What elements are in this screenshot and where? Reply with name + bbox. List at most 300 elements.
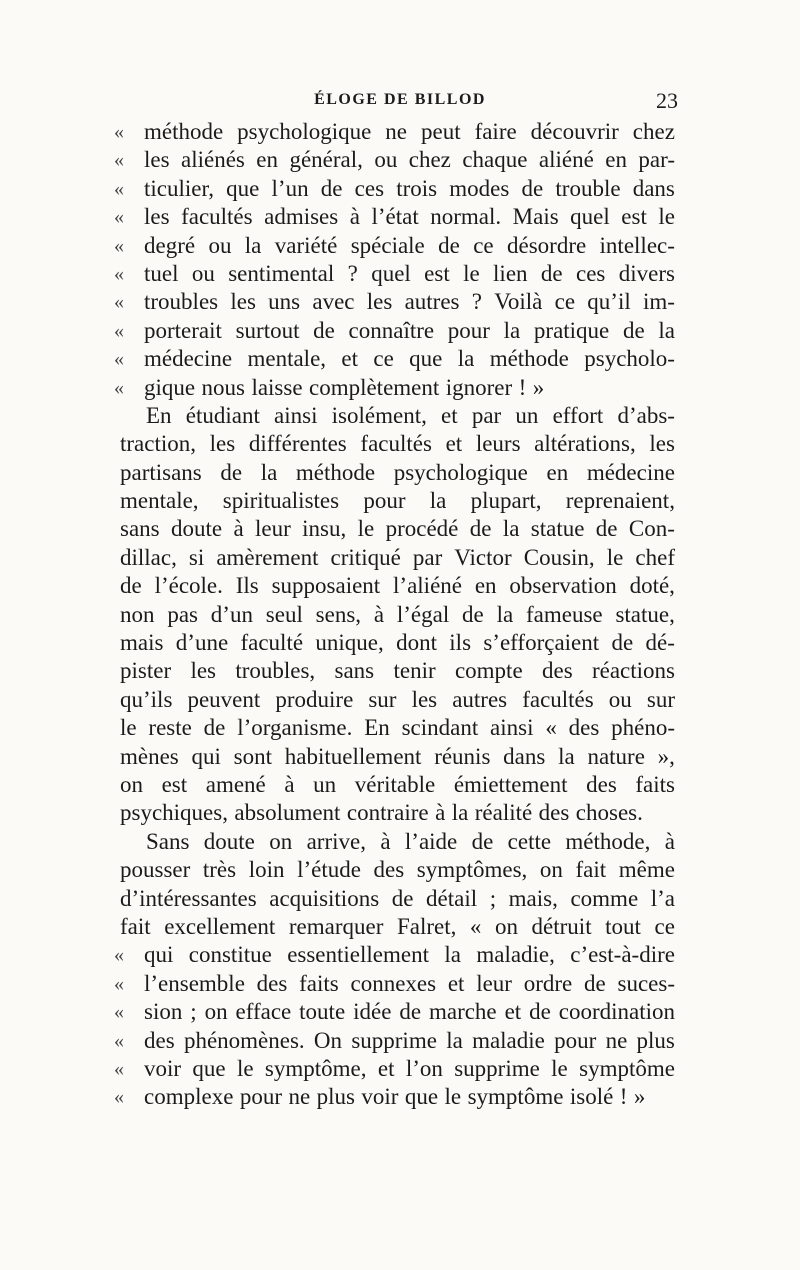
word: ; [489, 885, 497, 911]
word: ne [385, 119, 408, 144]
word: connexes [350, 970, 437, 996]
word: le [357, 516, 375, 542]
word: la [444, 942, 461, 968]
word: réunis [434, 743, 491, 769]
word: ce [373, 346, 394, 372]
word: de [399, 999, 422, 1025]
text-line [120, 856, 675, 884]
text-line [120, 572, 675, 600]
text-line [114, 288, 675, 316]
word: tenir [393, 658, 436, 684]
word: contraire [346, 800, 429, 826]
word: intellec- [599, 232, 675, 258]
word: traction, [120, 431, 196, 457]
word: ne [605, 1027, 628, 1053]
word: les [190, 658, 216, 684]
word: compte [454, 658, 523, 684]
word: on [494, 913, 518, 939]
word: avec [312, 289, 355, 315]
running-title: ÉLOGE DE BILLOD [314, 91, 486, 108]
word: méthode [295, 459, 376, 485]
word: les [366, 289, 393, 315]
word: efface [235, 999, 292, 1025]
word: faits [635, 771, 675, 797]
word: à [233, 516, 244, 542]
word: l’état [371, 204, 419, 230]
word: toute [299, 999, 346, 1025]
word: leur [255, 516, 291, 542]
word: ne [288, 1084, 311, 1110]
word: ces [575, 260, 606, 286]
quotation-mark: « [114, 206, 124, 229]
word: essentiellement [287, 942, 429, 968]
word: fait [120, 913, 151, 939]
word: en [474, 573, 497, 599]
word: ou [374, 147, 398, 173]
word: sion [144, 999, 183, 1025]
word: on [539, 857, 563, 883]
word: des [144, 1027, 175, 1053]
word: doté, [629, 573, 675, 599]
word: la [446, 1027, 463, 1053]
word: la [457, 346, 475, 372]
word: et [445, 431, 463, 457]
word: sens, [315, 601, 362, 627]
word: s’efforçaient [483, 630, 600, 656]
word: la [451, 800, 469, 826]
word: mentale, [247, 346, 327, 372]
word: l’étude [297, 857, 361, 883]
text-line [120, 601, 675, 629]
word: des [541, 658, 573, 684]
word: faits [299, 970, 339, 996]
text-line [114, 232, 675, 260]
word: reprenaient, [565, 488, 675, 514]
word: divers [618, 260, 675, 286]
word: comme [570, 885, 639, 911]
word: en [605, 147, 627, 173]
word: trois [396, 175, 438, 201]
word: idée [353, 999, 392, 1025]
word: complètement [308, 374, 440, 400]
word: trouble [555, 175, 621, 201]
text-line [120, 885, 675, 913]
word: que [192, 1055, 226, 1081]
text-line [114, 970, 675, 998]
word: dé- [645, 630, 675, 656]
word: habituellement [284, 743, 422, 769]
word: cette [507, 828, 552, 854]
word: si [188, 544, 205, 570]
quotation-mark: « [114, 944, 124, 967]
word: étudiant [185, 402, 260, 428]
text-line [114, 941, 675, 969]
word: d’un [210, 601, 253, 627]
word: pratique [533, 317, 610, 343]
word: le [606, 544, 624, 570]
word: dillac, [120, 544, 177, 570]
word: l’égal [396, 601, 450, 627]
word: Con- [628, 516, 675, 542]
word: degré [144, 232, 196, 258]
word: méthode [144, 119, 224, 144]
word: l’organisme. [237, 715, 353, 741]
word: pour [554, 1027, 597, 1053]
text-line [120, 799, 675, 827]
word: ou [191, 260, 215, 286]
word: de [471, 828, 494, 854]
word: Voilà [494, 289, 543, 315]
quotation-mark: « [114, 376, 124, 399]
quotation-mark: « [114, 319, 124, 342]
word: nous [201, 374, 245, 400]
text-line [120, 743, 675, 771]
word: les [649, 431, 675, 457]
word: plus [316, 1084, 355, 1110]
word: supprime [351, 1027, 437, 1053]
page-number: 23 [656, 88, 678, 113]
word: psycholo- [584, 346, 675, 372]
word: ticulier, [144, 175, 214, 201]
word: véritable [354, 771, 436, 797]
word: de [203, 715, 226, 741]
word: de [529, 999, 551, 1025]
word: détail [426, 885, 478, 911]
word: ? [347, 260, 358, 286]
word: un [313, 771, 337, 797]
word: l’a [650, 885, 675, 911]
word: la [260, 459, 278, 485]
word: absolument [234, 800, 341, 826]
word: autres [404, 289, 460, 315]
word: ce [473, 232, 494, 258]
word: méthode, [565, 828, 651, 854]
word: symptôme [467, 1084, 564, 1110]
word: le [658, 204, 675, 230]
word: l’aide [404, 828, 458, 854]
word: pousser [120, 857, 191, 883]
word: ? [471, 289, 482, 315]
word: sur [646, 686, 675, 712]
word: en [256, 147, 279, 173]
word: les [411, 686, 438, 712]
word: de [391, 885, 414, 911]
word: « [469, 913, 482, 939]
word: de [438, 232, 460, 258]
word: de [584, 970, 606, 996]
quotation-mark: « [114, 1029, 124, 1052]
word: par [471, 402, 502, 428]
word: nature [587, 743, 645, 769]
word: qui [144, 942, 174, 968]
word: que [409, 346, 443, 372]
quotation-mark: « [114, 234, 124, 257]
word: le [463, 260, 480, 286]
word: sur [368, 686, 397, 712]
text-line [114, 345, 675, 373]
word: Sans [146, 828, 190, 854]
word: ignorer [445, 374, 513, 400]
word: ces [354, 175, 385, 201]
word: Cousin, [523, 544, 595, 570]
word: psychologique [237, 119, 372, 144]
word: qu’ils [120, 686, 173, 712]
word: par [412, 544, 443, 570]
word: les [230, 289, 256, 315]
word: est [621, 204, 647, 230]
word: marche [428, 999, 497, 1025]
word: l’aliéné [393, 573, 462, 599]
word: altérations, [534, 431, 636, 457]
word: en [546, 459, 569, 485]
word: sont [233, 743, 272, 769]
word: de [220, 459, 243, 485]
word: mènes [120, 743, 179, 769]
word: Ils [235, 573, 259, 599]
text-line [114, 1027, 675, 1055]
quotation-mark: « [114, 1086, 124, 1109]
word: sentimental [228, 260, 335, 286]
word: unique, [315, 630, 384, 656]
word: symptôme [579, 1055, 675, 1081]
word: découvrir [530, 119, 619, 144]
word: pour [239, 1084, 283, 1110]
word: amèrement [216, 544, 319, 570]
word: ou [608, 686, 632, 712]
text-line [120, 629, 675, 657]
word: la [503, 317, 521, 343]
word: doute [203, 828, 255, 854]
word: mentale, [120, 488, 199, 514]
word: im- [642, 289, 675, 315]
word: troubles [144, 289, 219, 315]
word: méthode [489, 346, 569, 372]
quotation-mark: « [114, 1001, 124, 1024]
word: » [532, 374, 545, 400]
word: de [540, 260, 563, 286]
word: dans [503, 743, 546, 769]
word: reste [148, 715, 192, 741]
word: les [144, 147, 170, 173]
word: statue [530, 516, 585, 542]
quotation-mark: « [114, 291, 124, 314]
word: un [515, 402, 539, 428]
word: la [658, 317, 675, 343]
word: leur [476, 970, 512, 996]
word: autres [452, 686, 508, 712]
word: pister [120, 658, 172, 684]
word: isolément, [331, 402, 427, 428]
word: symptômes, [416, 857, 528, 883]
text-line [120, 430, 675, 458]
text-line [120, 487, 675, 515]
text-line [120, 913, 675, 941]
word: isolé [569, 1084, 614, 1110]
word: de [611, 630, 634, 656]
word: même [618, 857, 675, 883]
word: et [377, 1055, 395, 1081]
word: ordre [523, 970, 573, 996]
word: de [120, 573, 142, 599]
word: amené [205, 771, 266, 797]
word: la [496, 601, 514, 627]
word: plus [636, 1027, 675, 1053]
word: différentes [248, 431, 347, 457]
quotation-mark: « [114, 177, 124, 200]
word: chef [635, 544, 675, 570]
word: mais, [508, 885, 558, 911]
word: des [256, 970, 288, 996]
word: à [349, 204, 360, 230]
word: l’un [271, 175, 309, 201]
word: le [120, 715, 137, 741]
word: de [622, 317, 645, 343]
word: phénomènes. [183, 1027, 305, 1053]
word: à [664, 828, 675, 854]
word: voir [361, 1084, 399, 1110]
word: des [373, 857, 405, 883]
word: psychologique [393, 459, 528, 485]
word: est [161, 771, 188, 797]
word: scindant [401, 715, 479, 741]
text-line [114, 175, 675, 203]
word: ou [208, 232, 232, 258]
word: procédé [385, 516, 459, 542]
word: ils [449, 630, 472, 656]
quotation-mark: « [114, 1057, 124, 1080]
word: ; [190, 999, 197, 1025]
word: ainsi [274, 402, 318, 428]
word: des [538, 800, 570, 826]
word: phéno- [611, 715, 675, 741]
word: voir [144, 1055, 182, 1081]
word: que [226, 175, 260, 201]
word: troubles, [235, 658, 316, 684]
word: coordination [558, 999, 675, 1025]
word: d’une [175, 630, 229, 656]
text-line [120, 828, 675, 856]
word: tout [605, 913, 641, 939]
word: chez [408, 147, 451, 173]
word: laisse [251, 374, 303, 400]
word: En [364, 715, 390, 741]
word: gique [144, 374, 196, 400]
word: réactions [591, 658, 675, 684]
word: fait [575, 857, 607, 883]
word: sans [334, 658, 375, 684]
word: on [120, 771, 143, 797]
word: ce [554, 289, 576, 315]
word: général, [289, 147, 363, 173]
text-line [120, 771, 675, 799]
word: le [236, 1055, 254, 1081]
word: de [320, 175, 343, 201]
word: chaque [462, 147, 528, 173]
word: psychiques, [120, 800, 228, 826]
word: l’ensemble [144, 970, 245, 996]
word: par- [638, 147, 675, 173]
word: spiritualistes [222, 488, 340, 514]
word: ainsi [490, 715, 534, 741]
word: de [313, 317, 335, 343]
word: l’école. [154, 573, 223, 599]
word: les [144, 204, 170, 230]
word: les [209, 431, 236, 457]
word: non [120, 601, 155, 627]
word: ! [619, 1084, 628, 1110]
word: connaître [348, 317, 435, 343]
word: porterait [144, 317, 222, 343]
word: pas [167, 601, 198, 627]
word: ! [518, 374, 527, 400]
word: qu’il [587, 289, 631, 315]
text-line [114, 118, 675, 146]
word: le [444, 1084, 462, 1110]
body-text [114, 118, 675, 1112]
word: choses. [575, 800, 643, 826]
word: à [284, 771, 295, 797]
word: arrive, [306, 828, 366, 854]
text-line [114, 317, 675, 345]
word: aliénés [181, 147, 245, 173]
word: la [429, 488, 447, 514]
word: observation [509, 573, 617, 599]
word: « [545, 715, 557, 741]
word: surtout [235, 317, 300, 343]
word: admises [264, 204, 339, 230]
word: de [595, 516, 618, 542]
word: supposaient [271, 573, 381, 599]
word: désordre [507, 232, 587, 258]
word: médecine [144, 346, 233, 372]
word: qui [191, 743, 221, 769]
word: peuvent [187, 686, 261, 712]
word: lien [493, 260, 528, 286]
word: tuel [144, 260, 179, 286]
text-line [114, 1083, 675, 1111]
word: la [502, 516, 520, 542]
word: d’abs- [617, 402, 675, 428]
word: On [313, 1027, 343, 1053]
word: produire [275, 686, 354, 712]
word: facultés [522, 686, 594, 712]
word: à [373, 601, 385, 627]
word: constitue [188, 942, 272, 968]
word: réalité [474, 800, 533, 826]
word: leurs [475, 431, 521, 457]
text-line [114, 260, 675, 288]
word: dans [632, 175, 675, 201]
text-line [120, 657, 675, 685]
word: suces- [617, 970, 675, 996]
word: supprime [454, 1055, 540, 1081]
word: Victor [454, 544, 512, 570]
word: seul [265, 601, 303, 627]
text-line [120, 544, 675, 572]
word: des [568, 715, 600, 741]
word: on [269, 828, 293, 854]
text-line [114, 1055, 675, 1083]
word: faculté [240, 630, 304, 656]
word: médecine [586, 459, 675, 485]
word: remarquer [288, 913, 384, 939]
word: facultés [360, 431, 432, 457]
word: fameuse [526, 601, 603, 627]
word: faire [474, 119, 517, 144]
text-line [120, 459, 675, 487]
word: et [341, 346, 358, 372]
word: c’est-à-dire [570, 942, 675, 968]
